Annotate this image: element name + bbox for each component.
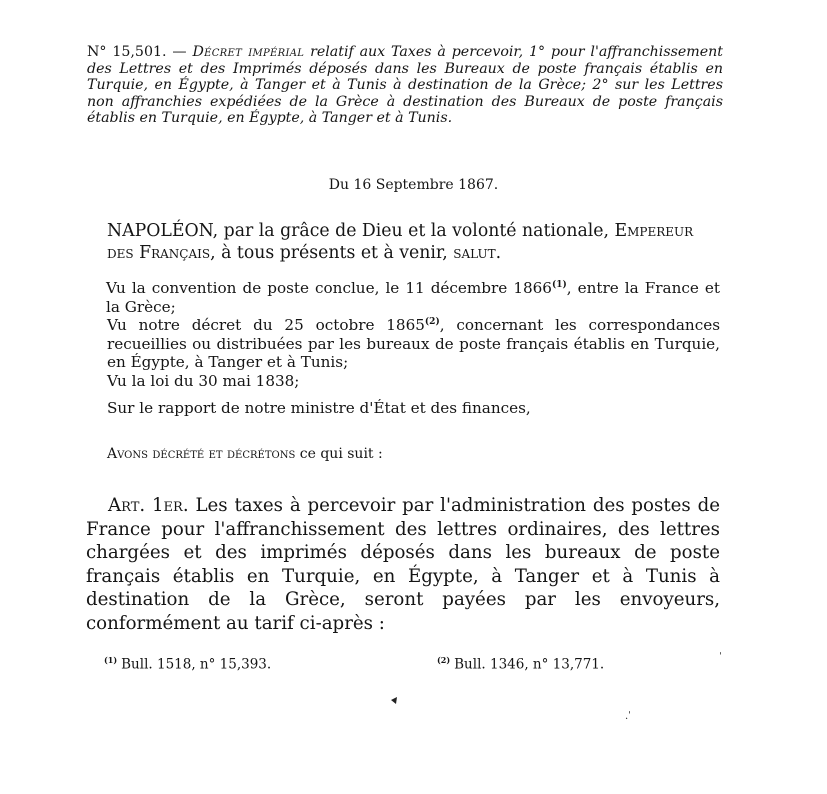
scan-speck: ˈ [719,652,722,663]
salut-word: salut [453,243,496,263]
article-label: Art. 1er. [108,495,189,516]
visa-convention [106,279,720,316]
preamble-text-1: , par la grâce de Dieu et la volonté nationale, [212,221,615,241]
decree-title-text: relatif aux Taxes à percevoir, 1° pour l'affranchissement des Lettres et des Imprimés déposés dans les Bureaux de poste français établis en Turquie, en Égypte, à Tanger et à Tunis à destination de la Grèce; 2° sur les Lettres non affranchies expédiées de la Grèce à destination des Bureaux de poste français établis en Turquie, en Égypte, à Tanger et à Tunis. [87,44,723,126]
visa-decret [107,316,720,372]
visa-2-text-b: , concernant les correspondances recueillies ou distribuées par les bureaux de poste français établis en Turquie, en Égypte, à Tanger et à Tunis; [107,316,720,371]
enacting-clause [107,445,720,463]
scan-speck-mark [391,697,398,704]
footnote-ref-1: (1) [551,279,567,290]
avons-text: ce qui suit : [295,446,383,462]
footnote-2 [437,655,604,673]
article-1 [86,494,720,635]
footnote-2-text: Bull. 1346, n° 13,771. [454,656,605,673]
preamble-end: . [495,243,502,263]
decree-number: N° 15,501. [87,44,167,60]
decree-date [0,177,827,193]
visa-1-text-b: , entre la France et la Grèce; [106,279,720,316]
scan-speck-dots: .ˈ [625,711,631,722]
preamble-text-2: , à tous présents et à venir, [210,243,454,263]
decree-title-smallcaps: Décret impérial [192,44,305,60]
visas-section [107,279,720,418]
footnote-1 [104,655,271,673]
article-text: Les taxes à percevoir par l'administration des postes de France pour l'affranchissement des lettres ordinaires, des lettres chargées et des imprimés déposés dans les bureaux de poste français établis en Turquie, en Égypte, à Tanger et à Tunis à destination de la Grèce, seront payées par les envoyeurs, conformément au tarif ci-après : [86,495,720,634]
avons-decrete-smallcaps: Avons décrété et décrétons [107,446,296,462]
footnote-ref-2: (2) [424,316,440,327]
visa-2-text-a: Vu notre décret du 25 octobre 1865 [107,316,425,334]
footnote-2-marker: (2) [437,655,451,665]
visa-1-text-a: Vu la convention de poste conclue, le 11 décembre 1866 [106,279,552,297]
visa-loi: Vu la loi du 30 mai 1838; [107,371,300,390]
preamble [107,220,720,264]
visa-rapport: Sur le rapport de notre ministre d'État et des finances, [107,399,531,417]
napoleon-name: NAPOLÉON [107,221,213,241]
footnote-1-marker: (1) [104,655,118,665]
article-1-paragraph [86,494,720,635]
heading-dash: — [166,44,193,60]
decree-heading [87,44,723,127]
date-text: Du 16 Septembre 1867. [328,177,499,193]
empereur-title: Empereur des Français [107,221,694,263]
footnote-1-text: Bull. 1518, n° 15,393. [121,656,272,673]
